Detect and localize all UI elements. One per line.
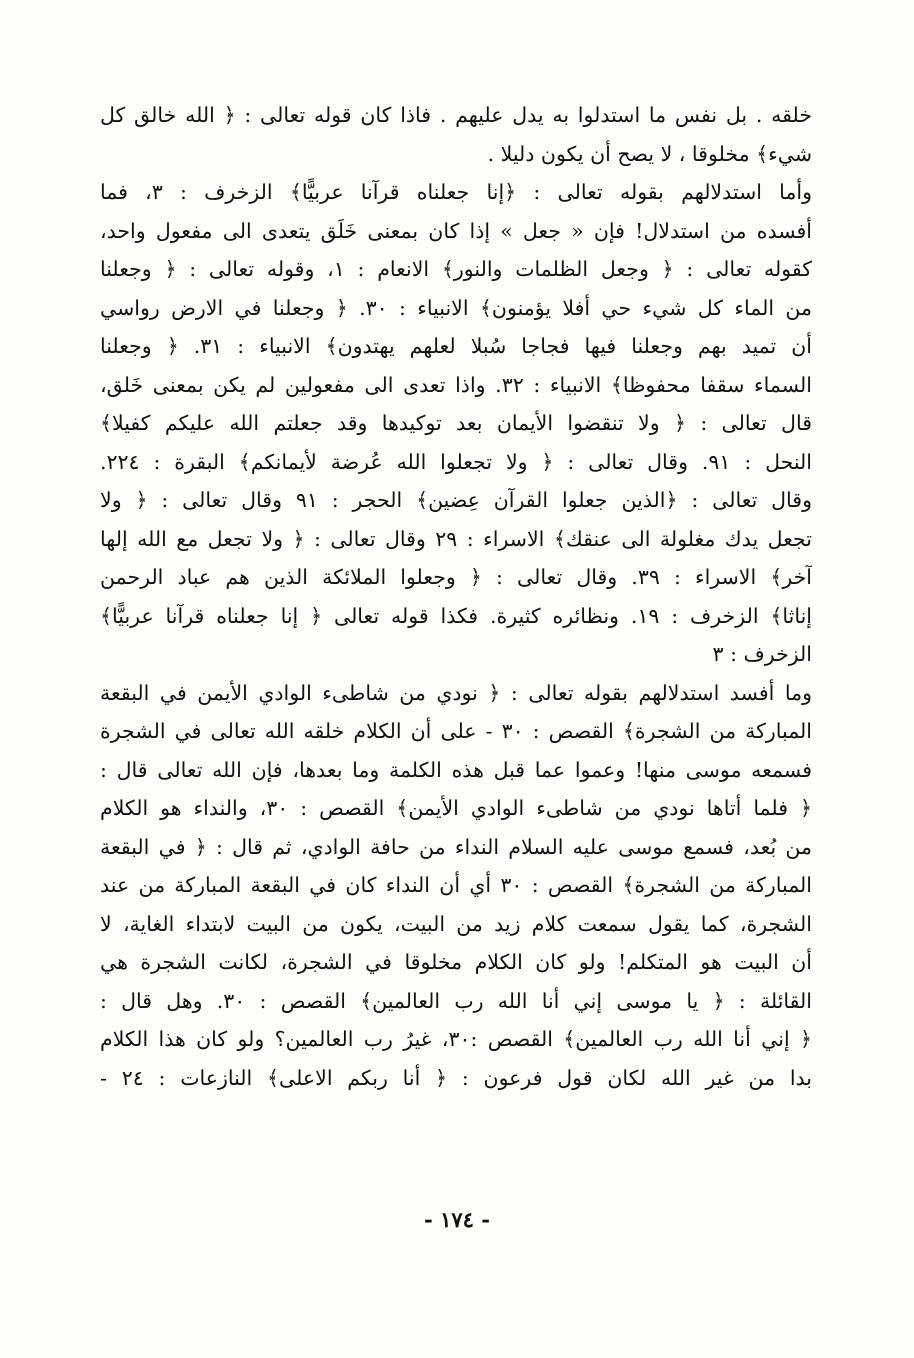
text-line: آخر﴾ الاسراء : ٣٩. وقال تعالى : ﴿ وجعلوا الملائكة الذين هم عباد الرحمن (100, 565, 812, 589)
text-line: من بُعد، فسمع موسى عليه السلام النداء من حافة الوادي، ثم قال : ﴿ في البقعة (100, 834, 812, 859)
text-line: بدا من غير الله لكان قول فرعون : ﴿ أنا ربكم الاعلى﴾ النازعات : ٢٤ - (100, 1065, 812, 1090)
text-line: أفسده من استدلال! فإن « جعل » إذا كان بمعنى خَلَق يتعدى الى مفعول واحد، (100, 218, 812, 243)
text-line: ﴿ إني أنا الله رب العالمين﴾ القصص :٣٠، غيرُ رب العالمين؟ ولو كان هذا الكلام (100, 1027, 812, 1051)
page-number: - ١٧٤ - (424, 1207, 490, 1232)
text-line: القائلة : ﴿ يا موسى إني أنا الله رب العالمين﴾ القصص : ٣٠. وهل قال : (100, 988, 812, 1013)
text-line: ﴿ فلما أتاها نودي من شاطىء الوادي الأيمن﴾ القصص : ٣٠، والنداء هو الكلام (100, 796, 812, 820)
text-line: تجعل يدك مغلولة الى عنقك﴾ الاسراء : ٢٩ وقال تعالى : ﴿ ولا تجعل مع الله إلها (100, 526, 812, 551)
text-line: أن البيت هو المتكلم! ولو كان الكلام مخلوقا في الشجرة، لكانت الشجرة هي (100, 950, 812, 974)
text-line: من الماء كل شيء حي أفلا يؤمنون﴾ الانبياء : ٣٠. ﴿ وجعلنا في الارض رواسي (100, 295, 812, 320)
text-line: وقال تعالى : ﴿الذين جعلوا القرآن عِضين﴾ الحجر : ٩١ وقال تعالى : ﴿ ولا (100, 488, 812, 512)
text-line: الزخرف : ٣ (712, 642, 812, 666)
text-line: وأما استدلالهم بقوله تعالى : ﴿إنا جعلناه قرآنا عربيًّا﴾ الزخرف : ٣، فما (100, 180, 812, 204)
text-line: إناثا﴾ الزخرف : ١٩. ونظائره كثيرة. فكذا قوله تعالى ﴿ إنا جعلناه قرآنا عربيًّا﴾ (100, 603, 812, 628)
text-line: المباركة من الشجرة﴾ القصص : ٣٠ - على أن الكلام خلقه الله تعالى في الشجرة (100, 719, 812, 743)
text-line: النحل : ٩١. وقال تعالى : ﴿ ولا تجعلوا الله عُرضة لأيمانكم﴾ البقرة : ٢٢٤. (100, 449, 812, 474)
text-line: وما أفسد استدلالهم بقوله تعالى : ﴿ نودي من شاطىء الوادي الأيمن في البقعة (100, 680, 812, 705)
text-line: شيء﴾ مخلوقا ، لا يصح أن يكون دليلا . (487, 141, 812, 166)
text-line: كقوله تعالى : ﴿ وجعل الظلمات والنور﴾ الانعام : ١، وقوله تعالى : ﴿ وجعلنا (100, 257, 812, 281)
body-text (100, 96, 812, 1097)
text-line: خلقه . بل نفس ما استدلوا به يدل عليهم . فاذا كان قوله تعالى : ﴿ الله خالق كل (100, 103, 812, 127)
text-line: الشجرة، كما يقول سمعت كلام زيد من البيت، يكون من البيت لابتداء الغاية، لا (100, 911, 812, 936)
text-line: فسمعه موسى منها! وعموا عما قبل هذه الكلمة وما بعدها، فإن الله تعالى قال : (100, 757, 812, 782)
text-line: قال تعالى : ﴿ ولا تنقضوا الأيمان بعد توكيدها وقد جعلتم الله عليكم كفيلا﴾ (100, 411, 812, 435)
text-line: المباركة من الشجرة﴾ القصص : ٣٠ أي أن النداء كان في البقعة المباركة من عند (100, 873, 812, 897)
text-line: أن تميد بهم وجعلنا فيها فجاجا سُبلا لعلهم يهتدون﴾ الانبياء : ٣١. ﴿ وجعلنا (100, 334, 812, 358)
text-line: السماء سقفا محفوظا﴾ الانبياء : ٣٢. واذا تعدى الى مفعولين لم يكن بمعنى خَلق، (100, 372, 812, 397)
